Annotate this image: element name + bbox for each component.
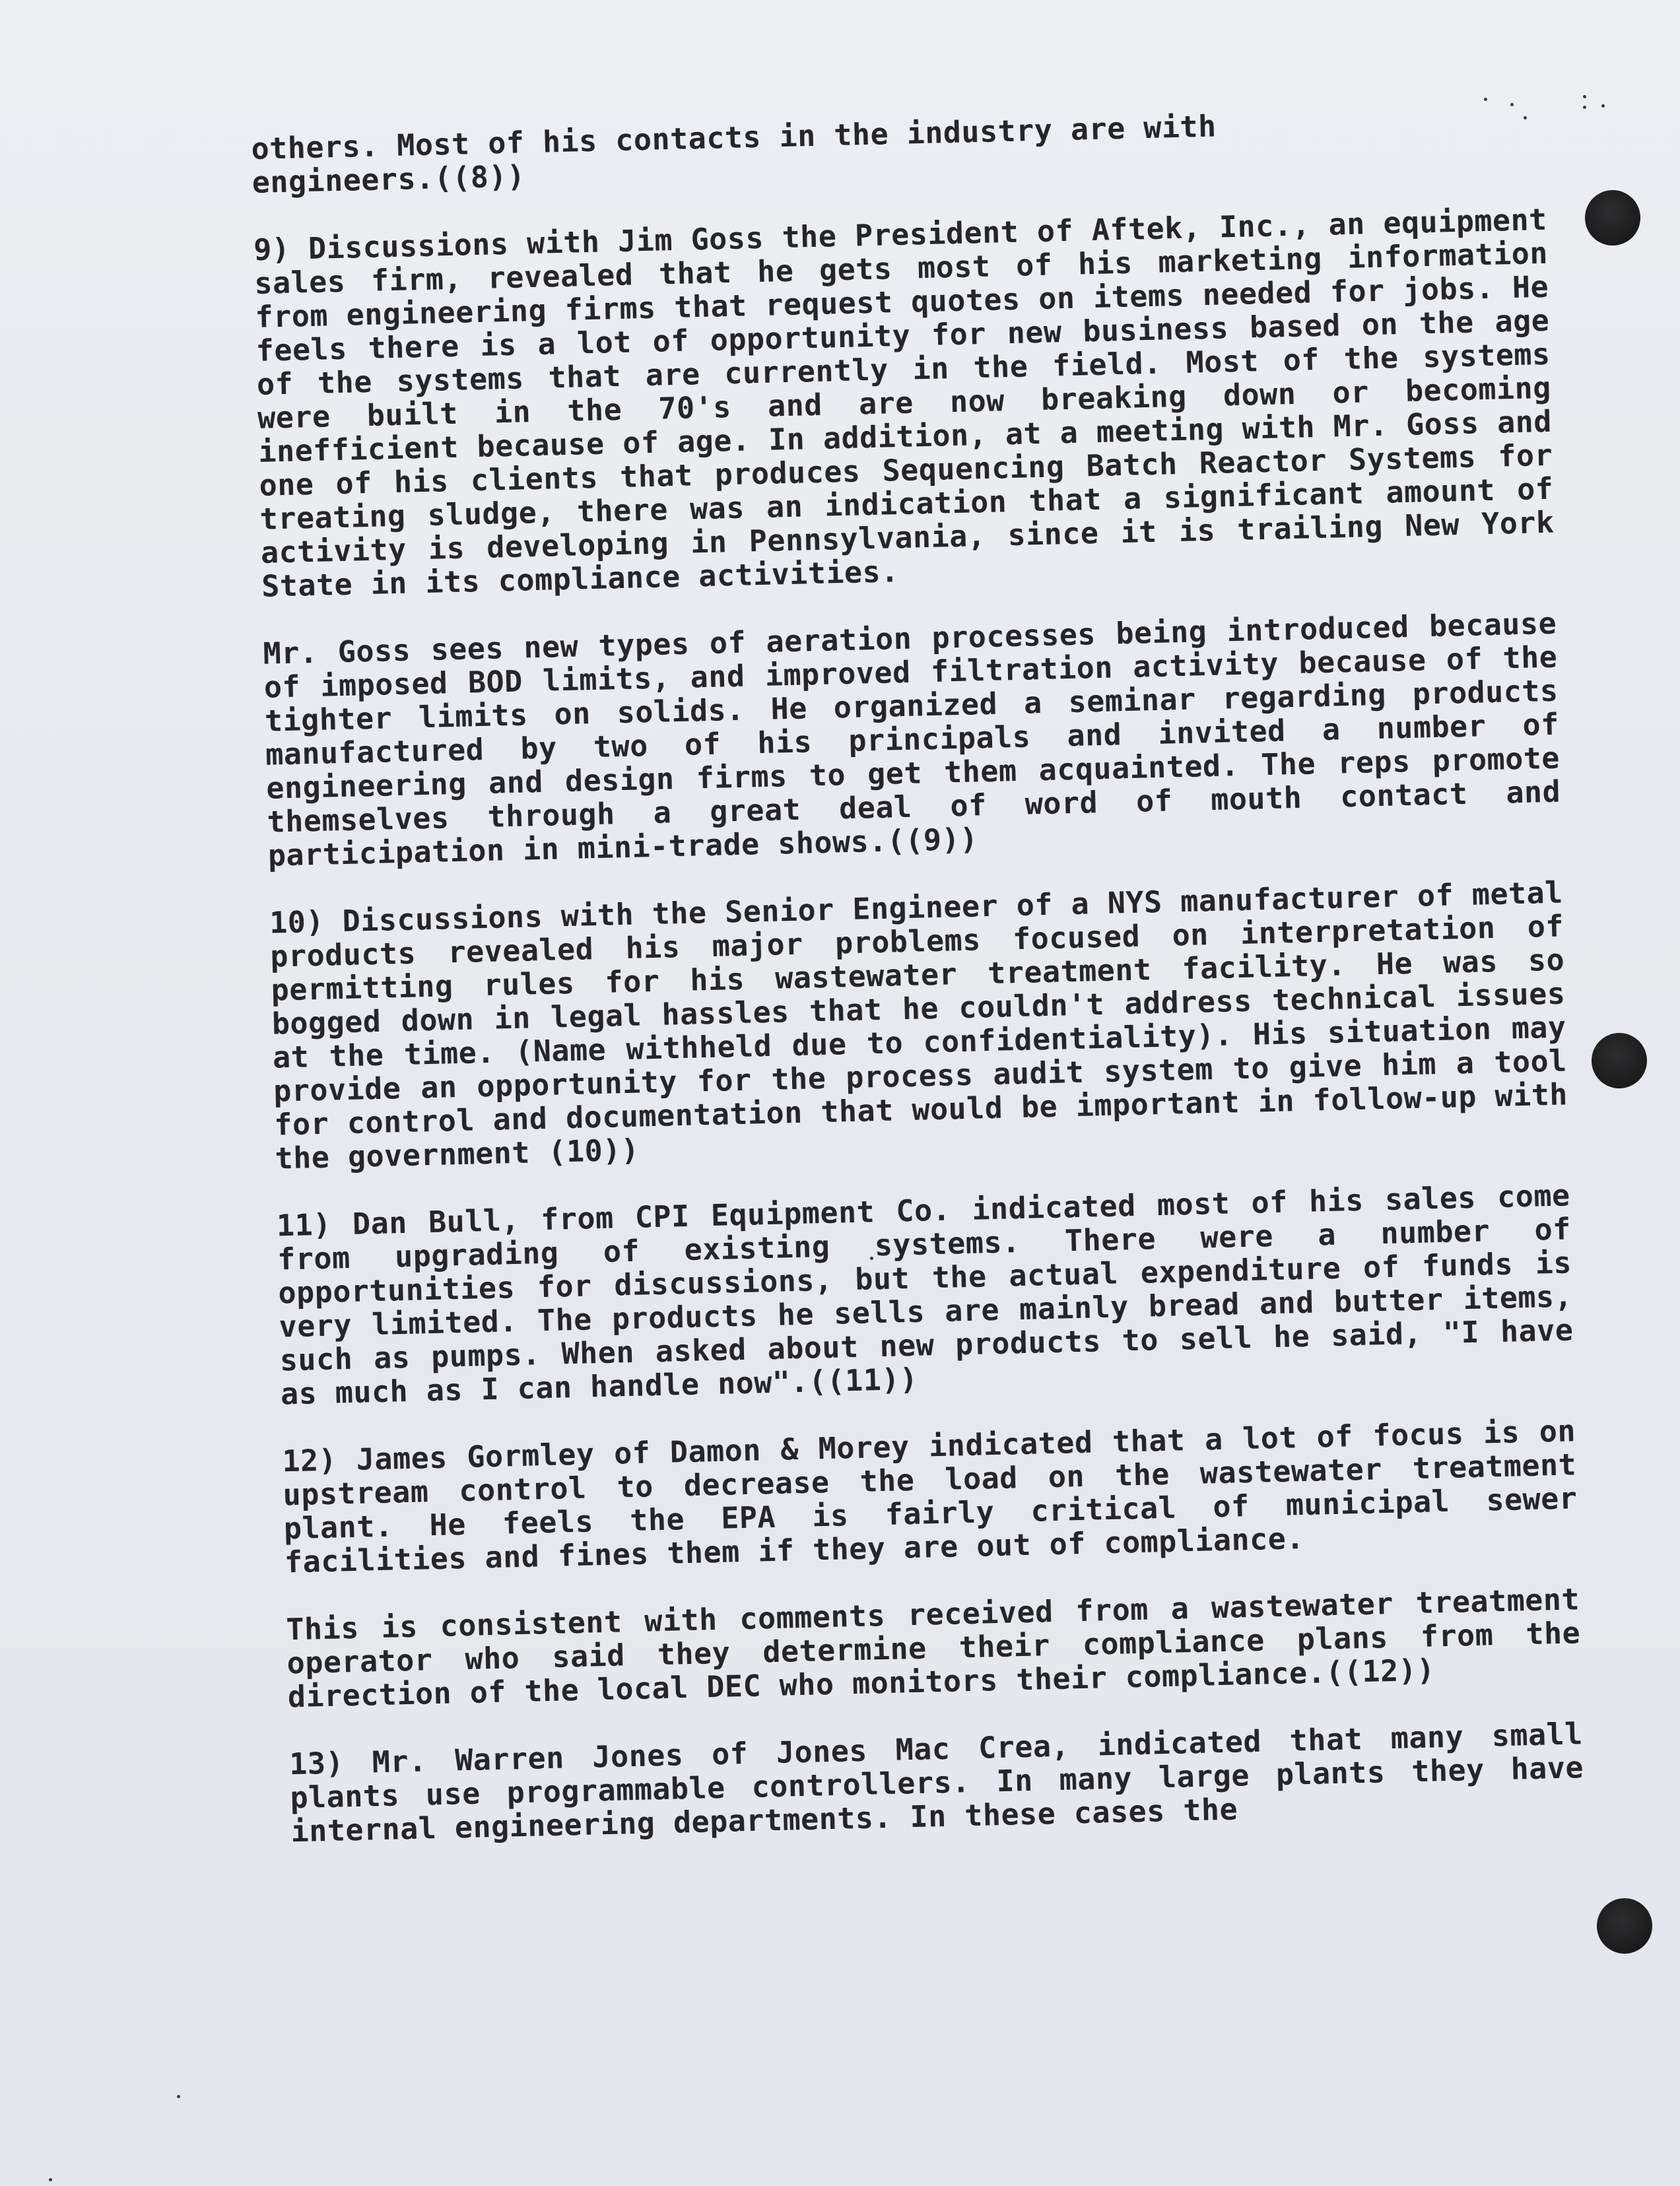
paragraph: 10) Discussions with the Senior Engineer of a NYS manufacturer of metal products revealed his major problems focused on interpretation of permitting rules for his wastewater treatment facility. He was so bogged down in legal hassles that he couldn't address technical issues at the time. (Name withheld due to confidentiality). His situation may provide an opportunity for the process audit system to give him a tool for control and documentation that would be important in follow-up with the government (10)) — [269, 875, 1568, 1176]
paragraph: This is consistent with comments received from a wastewater treatment operator who said they determine their compliance plans from the direction of the local DEC who monitors their compliance.((12)) — [285, 1581, 1581, 1715]
scan-speck — [1484, 98, 1487, 101]
binder-hole-top — [1585, 190, 1640, 246]
scan-speck — [1583, 106, 1586, 109]
scan-speck — [49, 2178, 52, 2181]
paragraph: 12) James Gormley of Damon & Morey indicated that a lot of focus is on upstream control to decrease the load on the wastewater treatment plant. He feels the EPA is fairly critical of municipal sewer facilities and fines them if they are out of compliance. — [281, 1413, 1578, 1580]
document-body — [251, 102, 1586, 1882]
scan-speck — [177, 2095, 180, 2098]
binder-hole-middle — [1592, 1033, 1647, 1088]
paragraph: others. Most of his contacts in the industry are with engineers.((8)) — [250, 108, 1217, 200]
paragraph: Mr. Goss sees new types of aeration processes being introduced because of imposed BOD limits, and improved filtration activity because of the tighter limits on solids. He organized a seminar regarding products manufactured by two of his principals and invited a number of engineering and design firms to get them acquainted. The reps promote themselves through a great deal of word of mouth contact and participation in mini-trade shows.((9)) — [262, 605, 1561, 873]
binder-hole-bottom — [1597, 1898, 1652, 1954]
paragraph: 13) Mr. Warren Jones of Jones Mac Crea, indicated that many small plants use programmable controllers. In many large plants they have internal engineering departments. In these cases the — [288, 1716, 1584, 1849]
scan-speck — [1601, 104, 1605, 108]
paragraph: 9) Discussions with Jim Goss the President of Aftek, Inc., an equipment sales firm, revealed that he gets most of his marketing information from engineering firms that request quotes on items needed for jobs. He feels there is a lot of opportunity for new business based on the age of the systems that are currently in the field. Most of the systems were built in the 70's and are now breaking down or becoming inefficient because of age. In addition, at a meeting with Mr. Goss and one of his clients that produces Sequencing Batch Reactor Systems for treating sludge, there was an indication that a significant amount of activity is developing in Pennsylvania, since it is trailing New York State in its compliance activities. — [253, 201, 1555, 604]
scan-speck — [1583, 95, 1586, 98]
paragraph: 11) Dan Bull, from CPI Equipment Co. indicated most of his sales come from upgrading of existing systems. There were a number of opportunities for discussions, but the actual expenditure of funds is very limited. The products he sells are mainly bread and butter items, such as pumps. When asked about new products to sell he said, "I have as much as I can handle now".((11)) — [276, 1177, 1574, 1412]
